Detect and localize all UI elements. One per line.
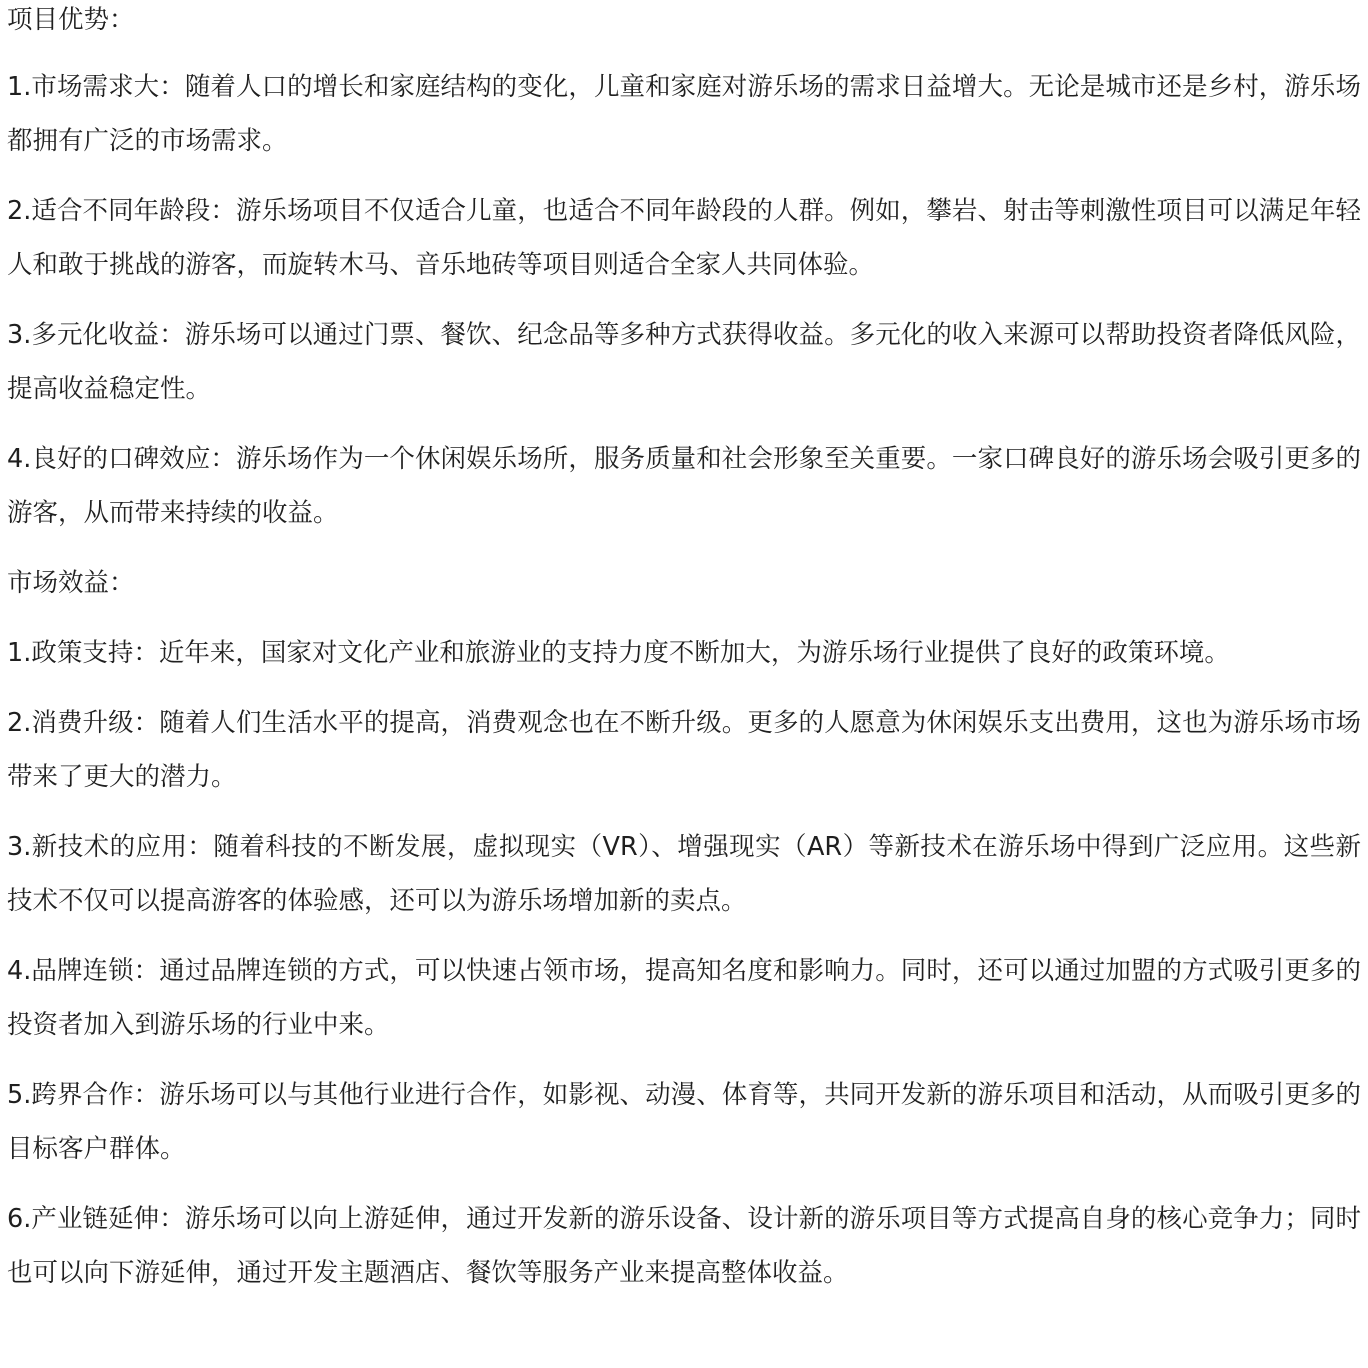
benefits-heading: 市场效益： — [7, 568, 135, 598]
advantage-item-1: 1.市场需求大：随着人口的增长和家庭结构的变化，儿童和家庭对游乐场的需求日益增大。无论是城市还是乡村，游乐场都拥有广泛的市场需求。 — [7, 72, 1361, 156]
advantages-heading: 项目优势： — [7, 5, 135, 35]
benefit-item-4: 4.品牌连锁：通过品牌连锁的方式，可以快速占领市场，提高知名度和影响力。同时，还可以通过加盟的方式吸引更多的投资者加入到游乐场的行业中来。 — [7, 956, 1361, 1040]
benefit-item-1: 1.政策支持：近年来，国家对文化产业和旅游业的支持力度不断加大，为游乐场行业提供了良好的政策环境。 — [7, 638, 1230, 668]
advantage-item-4: 4.良好的口碑效应：游乐场作为一个休闲娱乐场所，服务质量和社会形象至关重要。一家口碑良好的游乐场会吸引更多的游客，从而带来持续的收益。 — [7, 444, 1361, 528]
benefit-item-3: 3.新技术的应用：随着科技的不断发展，虚拟现实（VR）、增强现实（AR）等新技术在游乐场中得到广泛应用。这些新技术不仅可以提高游客的体验感，还可以为游乐场增加新的卖点。 — [7, 832, 1361, 916]
advantage-item-3: 3.多元化收益：游乐场可以通过门票、餐饮、纪念品等多种方式获得收益。多元化的收入来源可以帮助投资者降低风险，提高收益稳定性。 — [7, 320, 1361, 404]
benefit-item-5: 5.跨界合作：游乐场可以与其他行业进行合作，如影视、动漫、体育等，共同开发新的游乐项目和活动，从而吸引更多的目标客户群体。 — [7, 1080, 1361, 1164]
advantage-item-2: 2.适合不同年龄段：游乐场项目不仅适合儿童，也适合不同年龄段的人群。例如，攀岩、射击等刺激性项目可以满足年轻人和敢于挑战的游客，而旋转木马、音乐地砖等项目则适合全家人共同体验。 — [7, 196, 1361, 280]
benefit-item-2: 2.消费升级：随着人们生活水平的提高，消费观念也在不断升级。更多的人愿意为休闲娱乐支出费用，这也为游乐场市场带来了更大的潜力。 — [7, 708, 1361, 792]
document-body — [7, 0, 1361, 1300]
benefit-item-6: 6.产业链延伸：游乐场可以向上游延伸，通过开发新的游乐设备、设计新的游乐项目等方式提高自身的核心竞争力；同时也可以向下游延伸，通过开发主题酒店、餐饮等服务产业来提高整体收益。 — [7, 1204, 1361, 1288]
